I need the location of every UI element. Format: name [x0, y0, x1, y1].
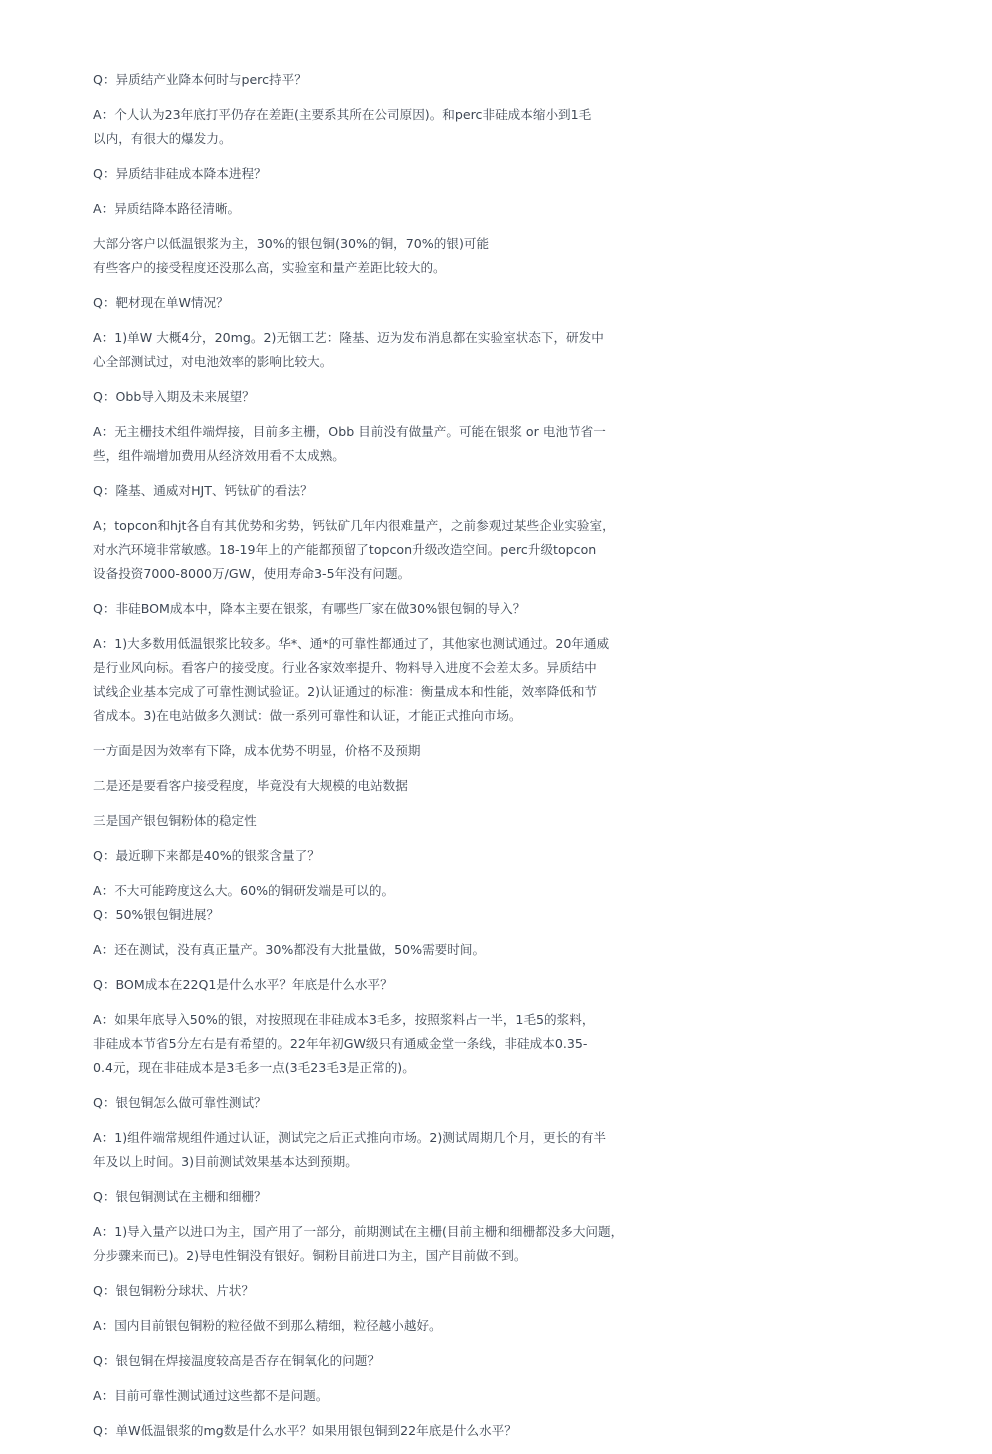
text-line: 些，组件端增加费用从经济效用看不太成熟。 [93, 448, 345, 463]
paragraph [93, 479, 673, 503]
text-line: A：不大可能跨度这么大。60%的铜研发端是可以的。 [93, 883, 395, 898]
text-line: Q：BOM成本在22Q1是什么水平？年底是什么水平？ [93, 977, 393, 992]
paragraph [93, 232, 673, 280]
paragraph [93, 197, 673, 221]
text-line: 一方面是因为效率有下降，成本优势不明显，价格不及预期 [93, 743, 421, 758]
paragraph [93, 739, 673, 763]
paragraph [93, 1091, 673, 1115]
paragraph [93, 1279, 673, 1303]
text-line: A：异质结降本路径清晰。 [93, 201, 241, 216]
paragraph [93, 162, 673, 186]
text-line: A：还在测试，没有真正量产。30%都没有大批量做，50%需要时间。 [93, 942, 486, 957]
text-line: 二是还是要看客户接受程度，毕竟没有大规模的电站数据 [93, 778, 408, 793]
paragraph [93, 1126, 673, 1174]
text-line: Q：最近聊下来都是40%的银浆含量了？ [93, 848, 320, 863]
text-line: 以内，有很大的爆发力。 [93, 131, 232, 146]
text-line: 设备投资7000-8000万/GW，使用寿命3-5年没有问题。 [93, 566, 411, 581]
paragraph [93, 1384, 673, 1408]
paragraph [93, 597, 673, 621]
text-line: Q：银包铜怎么做可靠性测试？ [93, 1095, 267, 1110]
text-line: 大部分客户以低温银浆为主，30%的银包铜(30%的铜，70%的银)可能 [93, 236, 490, 251]
text-line: Q：银包铜测试在主栅和细栅？ [93, 1189, 267, 1204]
text-line: 三是国产银包铜粉体的稳定性 [93, 813, 257, 828]
paragraph [93, 1314, 673, 1338]
text-line: Q：单W低温银浆的mg数是什么水平？如果用银包铜到22年底是什么水平？ [93, 1423, 517, 1438]
document-page [93, 68, 673, 1454]
paragraph [93, 844, 673, 868]
paragraph [93, 879, 673, 927]
paragraph [93, 326, 673, 374]
paragraph [93, 103, 673, 151]
text-line: Q：隆基、通威对HJT、钙钛矿的看法？ [93, 483, 313, 498]
paragraph [93, 514, 673, 586]
paragraph [93, 809, 673, 833]
paragraph [93, 1220, 673, 1268]
paragraph [93, 938, 673, 962]
text-line: Q：非硅BOM成本中，降本主要在银浆，有哪些厂家在做30%银包铜的导入？ [93, 601, 526, 616]
text-line: 分步骤来而已)。2)导电性铜没有银好。铜粉目前进口为主，国产目前做不到。 [93, 1248, 527, 1263]
text-line: A；topcon和hjt各自有其优势和劣势，钙钛矿几年内很难量产，之前参观过某些企业实验室， [93, 518, 615, 533]
text-line: 非硅成本节省5分左右是有希望的。22年年初GW级只有通威金堂一条线，非硅成本0.35- [93, 1036, 588, 1051]
paragraph [93, 973, 673, 997]
text-line: A：如果年底导入50%的银，对按照现在非硅成本3毛多，按照浆料占一半，1毛5的浆料， [93, 1012, 595, 1027]
text-line: A：1)组件端常规组件通过认证，测试完之后正式推向市场。2)测试周期几个月，更长的有半 [93, 1130, 607, 1145]
text-line: 是行业风向标。看客户的接受度。行业各家效率提升、物料导入进度不会差太多。异质结中 [93, 660, 597, 675]
paragraph [93, 420, 673, 468]
text-line: 有些客户的接受程度还没那么高，实验室和量产差距比较大的。 [93, 260, 446, 275]
text-line: A：1)大多数用低温银浆比较多。华*、通*的可靠性都通过了，其他家也测试通过。20年通威 [93, 636, 610, 651]
text-line: 省成本。3)在电站做多久测试：做一系列可靠性和认证，才能正式推向市场。 [93, 708, 522, 723]
text-line: 年及以上时间。3)目前测试效果基本达到预期。 [93, 1154, 358, 1169]
paragraph [93, 1349, 673, 1373]
text-line: 对水汽环境非常敏感。18-19年上的产能都预留了topcon升级改造空间。perc升级topcon [93, 542, 597, 557]
text-line: 心全部测试过，对电池效率的影响比较大。 [93, 354, 333, 369]
text-line: A：国内目前银包铜粉的粒径做不到那么精细，粒径越小越好。 [93, 1318, 442, 1333]
paragraph [93, 632, 673, 728]
text-line: Q：异质结产业降本何时与perc持平？ [93, 72, 307, 87]
text-line: A：1)导入量产以进口为主，国产用了一部分，前期测试在主栅(目前主栅和细栅都没多大问题， [93, 1224, 624, 1239]
text-line: A：个人认为23年底打平仍存在差距(主要系其所在公司原因)。和perc非硅成本缩小到1毛 [93, 107, 592, 122]
paragraph [93, 1419, 673, 1443]
text-line: Q：靶材现在单W情况？ [93, 295, 229, 310]
text-line: Q：银包铜粉分球状、片状？ [93, 1283, 255, 1298]
text-line: 0.4元，现在非硅成本是3毛多一点(3毛23毛3是正常的)。 [93, 1060, 415, 1075]
paragraph [93, 774, 673, 798]
text-line: 试线企业基本完成了可靠性测试验证。2)认证通过的标准：衡量成本和性能，效率降低和节 [93, 684, 598, 699]
paragraph [93, 1185, 673, 1209]
text-line: A：1)单W 大概4分，20mg。2)无铟工艺：隆基、迈为发布消息都在实验室状态下，研发中 [93, 330, 604, 345]
text-line: Q：银包铜在焊接温度较高是否存在铜氧化的问题？ [93, 1353, 380, 1368]
text-line: A：目前可靠性测试通过这些都不是问题。 [93, 1388, 329, 1403]
paragraph [93, 291, 673, 315]
text-line: Q：异质结非硅成本降本进程？ [93, 166, 267, 181]
text-line: Q：50%银包铜进展？ [93, 907, 220, 922]
paragraph [93, 68, 673, 92]
paragraph [93, 385, 673, 409]
paragraph [93, 1008, 673, 1080]
text-line: Q：Obb导入期及未来展望？ [93, 389, 255, 404]
text-line: A：无主栅技术组件端焊接，目前多主栅，Obb 目前没有做量产。可能在银浆 or 电池节省一 [93, 424, 606, 439]
